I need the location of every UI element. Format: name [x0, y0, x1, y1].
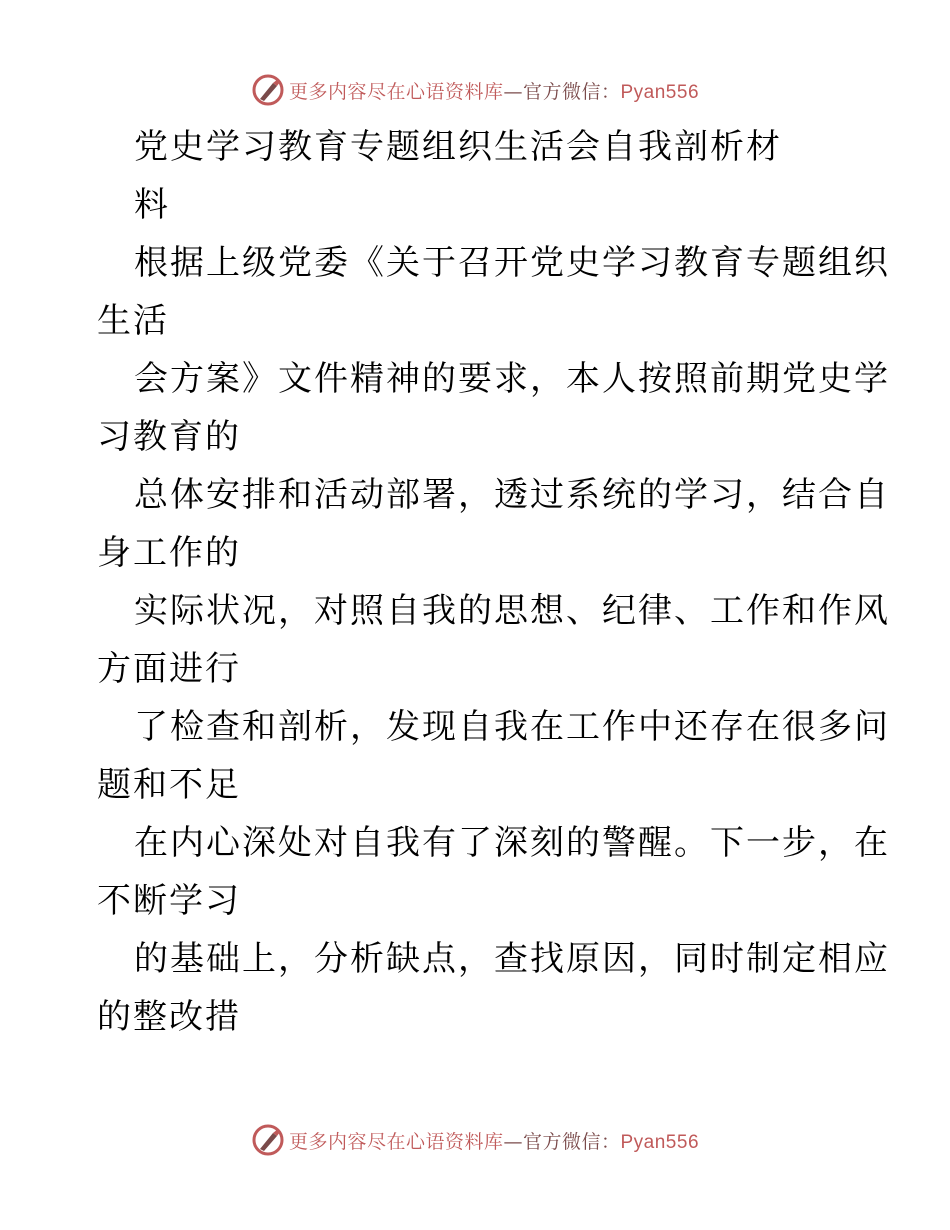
doc-line: 的基础上，分析缺点，查找原因，同时制定相应 [134, 939, 890, 979]
doc-line: 习教育的 [97, 417, 241, 457]
doc-line: 党史学习教育专题组织生活会自我剖析材 [134, 127, 782, 167]
document-body [0, 118, 950, 1046]
doc-line: 料 [134, 185, 170, 225]
header-official: 官方微信： [522, 80, 621, 103]
doc-line: 实际状况，对照自我的思想、纪律、工作和作风 [134, 591, 890, 631]
doc-line: 会方案》文件精神的要求，本人按照前期党史学 [134, 359, 890, 399]
doc-line: 根据上级党委《关于召开党史学习教育专题组织 [134, 243, 890, 283]
doc-line: 不断学习 [97, 881, 241, 921]
header-banner [0, 70, 950, 110]
footer-official: 官方微信： [522, 1130, 621, 1153]
header-wechat-id: Pyan556 [620, 81, 700, 103]
pen-nib-logo-icon [251, 1123, 285, 1157]
footer-wechat-id: Pyan556 [620, 1131, 700, 1153]
pen-nib-logo-icon [251, 73, 285, 107]
header-text [289, 77, 699, 104]
doc-line: 身工作的 [97, 533, 241, 573]
doc-line: 生活 [97, 301, 169, 341]
doc-line: 总体安排和活动部署，透过系统的学习，结合自 [134, 475, 890, 515]
footer-banner [0, 1120, 950, 1160]
footer-title: 更多内容尽在心语资料库 [288, 1130, 504, 1153]
doc-line: 的整改措 [97, 997, 241, 1037]
footer-text [289, 1127, 699, 1154]
header-title: 更多内容尽在心语资料库 [288, 80, 504, 103]
doc-line: 在内心深处对自我有了深刻的警醒。下一步，在 [134, 823, 890, 863]
footer-dash: — [503, 1130, 523, 1153]
header-dash: — [503, 80, 523, 103]
doc-line: 了检查和剖析，发现自我在工作中还存在很多问 [134, 707, 890, 747]
doc-line: 方面进行 [97, 649, 241, 689]
doc-line: 题和不足 [97, 765, 241, 805]
